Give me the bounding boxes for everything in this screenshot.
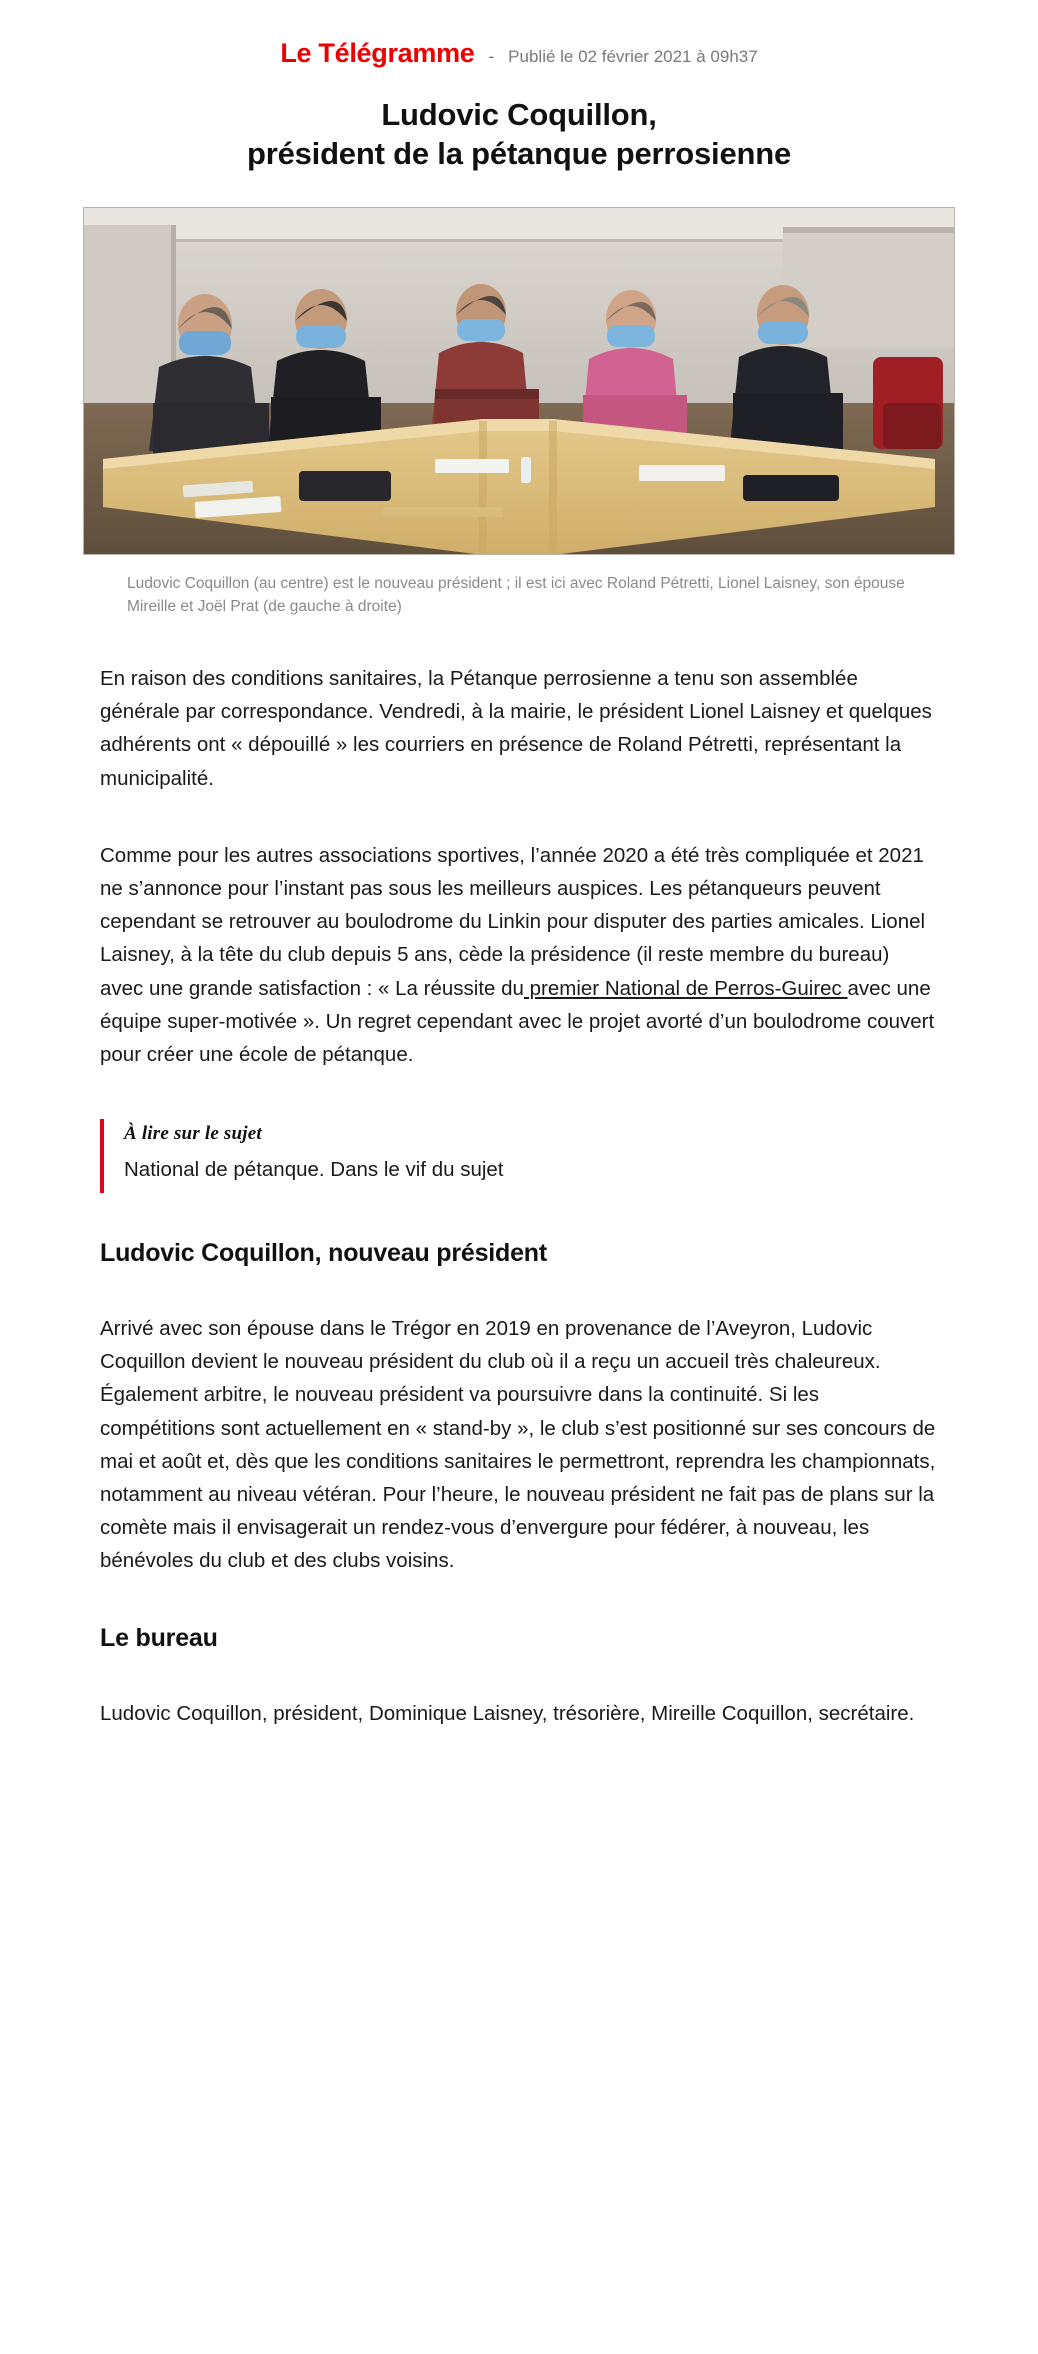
paragraph-2-text-before: Comme pour les autres associations sportives, l’année 2020 a été très compliquée et 2021 ne s’annonce pour l’instant pas sous les meilleurs auspices. Les pétanqueurs peuvent cependant se retrouver au boulodrome du Linkin pour disputer des parties amicales. Lionel Laisney, à la tête du club depuis 5 ans, cède la présidence (il reste membre du bureau) avec une grande satisfaction : « La réussite du (100, 843, 926, 1000)
read-more-title: À lire sur le sujet (124, 1123, 262, 1145)
read-more-link[interactable]: National de pétanque. Dans le vif du sujet (124, 1158, 504, 1182)
paragraph-2-text-after: avec une équipe super-motivée ». Un regret cependant avec le projet avorté d’un boulodrome couvert pour créer une école de pétanque. (100, 976, 935, 1067)
inline-link-national-perros-guirec[interactable]: premier National de Perros-Guirec (523, 976, 848, 1000)
article-photo (83, 207, 955, 555)
read-more-box (100, 1119, 938, 1193)
article-body (100, 662, 938, 1770)
masthead-separator: - (488, 47, 495, 66)
article-figure (0, 207, 1038, 618)
headline-line-2: président de la pétanque perrosienne (246, 136, 792, 172)
page-title (119, 95, 919, 173)
paragraph-1: En raison des conditions sanitaires, la Pétanque perrosienne a tenu son assemblée générale par correspondance. Vendredi, à la mairie, le président Lionel Laisney et quelques adhérents ont « dépouillé » les courriers en présence de Roland Pétretti, représentant la municipalité. (100, 667, 932, 790)
subheading-bureau: Le bureau (100, 1623, 218, 1652)
paragraph-president: Arrivé avec son épouse dans le Trégor en 2019 en provenance de l’Aveyron, Ludovic Coquillon devient le nouveau président du club où il a reçu un accueil très chaleureux. Également arbitre, le nouveau président va poursuivre dans la continuité. Si les compétitions sont actuellement en « stand-by », le club s’est positionné sur ses concours de mai et août et, dès que les conditions sanitaires le permettront, reprendra les championnats, notamment au niveau vétéran. Pour l’heure, le nouveau président ne fait pas de plans sur la comète mais il envisagerait un rendez-vous d’envergure pour fédérer, à nouveau, les bénévoles du club et des clubs voisins. (100, 1316, 936, 1573)
publication-brand[interactable]: Le Télégramme (280, 38, 475, 68)
masthead (0, 0, 1038, 69)
headline-line-1: Ludovic Coquillon, (381, 97, 657, 132)
photo-caption: Ludovic Coquillon (au centre) est le nouveau président ; il est ici avec Roland Pétretti, Lionel Laisney, son épouse Mireille et Joël Prat (de gauche à droite) (127, 575, 905, 615)
meeting-room-illustration (83, 207, 955, 555)
paragraph-2 (100, 839, 938, 1071)
paragraph-bureau: Ludovic Coquillon, président, Dominique Laisney, trésorière, Mireille Coquillon, secrétaire. (100, 1701, 915, 1725)
publication-date: Publié le 02 février 2021 à 09h37 (508, 47, 758, 66)
subheading-president: Ludovic Coquillon, nouveau président (100, 1238, 547, 1267)
